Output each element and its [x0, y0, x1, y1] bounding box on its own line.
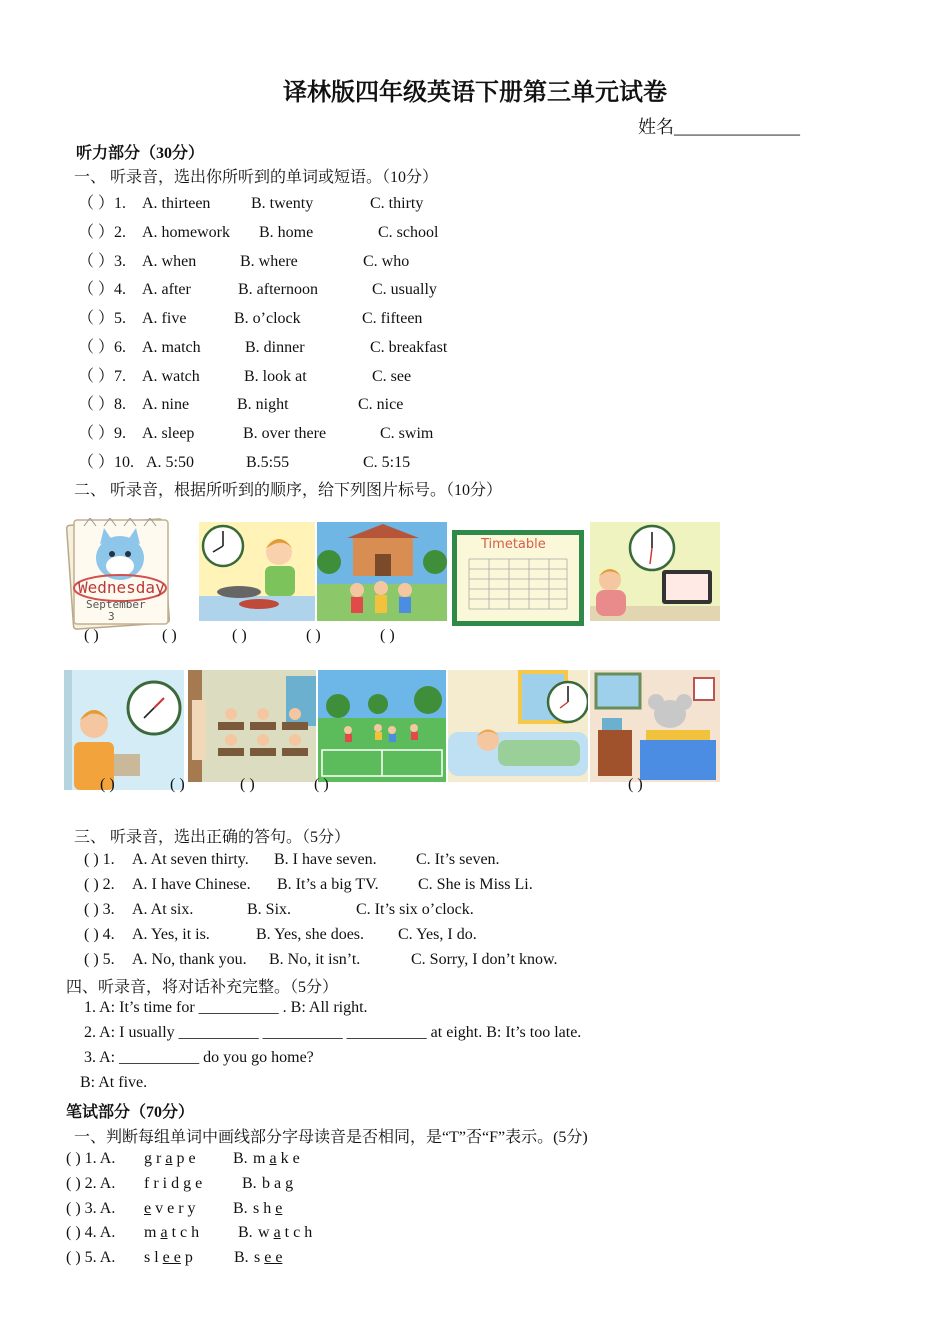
option-a: A. sleep	[142, 425, 195, 442]
underlined-letters: a	[273, 1224, 281, 1241]
option-c: C. usually	[372, 281, 437, 298]
underlined-letters: g	[183, 1175, 192, 1192]
underlined-letters: a	[269, 1150, 277, 1167]
word-b: m a k e	[253, 1150, 300, 1167]
answer-blank[interactable]: （ ）3.	[78, 253, 127, 270]
watching-tv-illustration	[590, 522, 720, 621]
picture-football-field	[318, 670, 446, 782]
part2-heading: 二、 听录音，根据所听到的顺序，给下列图片标号。（10分）	[74, 482, 503, 499]
picture-answer-blank[interactable]: ( )	[314, 776, 329, 793]
answer-blank[interactable]: ( ) 2. A.	[66, 1175, 116, 1192]
picture-school-children	[317, 522, 447, 621]
part4-line-4: B: At five.	[80, 1074, 148, 1091]
picture-mouse-bedroom	[590, 670, 720, 782]
word-a: s l e e p	[144, 1249, 193, 1266]
picture-answer-blank[interactable]: ( )	[306, 627, 321, 644]
option-b: B. look at	[244, 368, 307, 385]
picture-boy-sleeping	[448, 670, 588, 782]
name-field[interactable]: 姓名______________	[638, 117, 800, 137]
boy-clock-illustration	[64, 670, 184, 790]
answer-blank[interactable]: ( ) 4. A.	[66, 1224, 116, 1241]
answer-blank[interactable]: ( ) 5.	[84, 951, 115, 968]
word-a: e v e r y	[144, 1200, 196, 1217]
answer-blank[interactable]: （ ）1.	[78, 195, 127, 212]
option-c: C. school	[378, 224, 439, 241]
answer-blank[interactable]: ( ) 4.	[84, 926, 115, 943]
listening-section-header: 听力部分（30分）	[76, 145, 205, 162]
option-c: C. It’s seven.	[416, 851, 500, 868]
page-title: 译林版四年级英语下册第三单元试卷	[283, 80, 667, 106]
word-b-label: B.	[233, 1200, 248, 1217]
underlined-letters: e e	[162, 1249, 181, 1266]
word-a: f r i d g e	[144, 1175, 203, 1192]
picture-answer-blank[interactable]: ( )	[100, 776, 115, 793]
word-b: w a t c h	[258, 1224, 313, 1241]
option-c: C. 5:15	[363, 454, 411, 471]
option-b: B. night	[237, 396, 289, 413]
option-a: A. 5:50	[146, 454, 194, 471]
classroom-illustration	[188, 670, 316, 782]
option-a: A. At six.	[132, 901, 194, 918]
word-b: s e e	[254, 1249, 283, 1266]
underlined-letters: e	[275, 1200, 283, 1217]
school-illustration	[317, 522, 447, 621]
option-a: A. watch	[142, 368, 200, 385]
calendar-illustration	[64, 518, 174, 630]
option-b: B. Six.	[247, 901, 292, 918]
written-section-header: 笔试部分（70分）	[66, 1104, 195, 1121]
answer-blank[interactable]: ( ) 5. A.	[66, 1249, 116, 1266]
option-a: A. thirteen	[142, 195, 211, 212]
word-b-label: B.	[242, 1175, 257, 1192]
option-c: C. thirty	[370, 195, 424, 212]
option-b: B.5:55	[246, 454, 290, 471]
answer-blank[interactable]: ( ) 1. A.	[66, 1150, 116, 1167]
picture-timetable	[451, 529, 585, 627]
option-b: B. dinner	[245, 339, 305, 356]
part3-heading: 三、 听录音，选出正确的答句。（5分）	[74, 829, 351, 846]
option-c: C. breakfast	[370, 339, 448, 356]
option-a: A. homework	[142, 224, 230, 241]
option-b: B. where	[240, 253, 298, 270]
part4-line-3[interactable]: 3. A: __________ do you go home?	[84, 1049, 314, 1066]
picture-answer-blank[interactable]: ( )	[170, 776, 185, 793]
option-a: A. five	[142, 310, 187, 327]
option-a: A. I have Chinese.	[132, 876, 251, 893]
picture-boy-going-to-school	[64, 670, 184, 790]
picture-classroom	[188, 670, 316, 782]
option-b: B. I have seven.	[274, 851, 377, 868]
sleeping-illustration	[448, 670, 588, 782]
picture-answer-blank[interactable]: ( )	[162, 627, 177, 644]
option-a: A. nine	[142, 396, 190, 413]
calendar-month: September	[86, 598, 146, 611]
option-a: A. match	[142, 339, 201, 356]
answer-blank[interactable]: （ ）6.	[78, 339, 127, 356]
picture-boy-watching-tv	[590, 522, 720, 621]
picture-calendar	[64, 518, 174, 630]
answer-blank[interactable]: （ ）9.	[78, 425, 127, 442]
option-a: A. after	[142, 281, 191, 298]
football-illustration	[318, 670, 446, 782]
word-b-label: B.	[238, 1224, 253, 1241]
word-b-label: B.	[234, 1249, 249, 1266]
answer-blank[interactable]: （ ）2.	[78, 224, 127, 241]
part4-line-2[interactable]: 2. A: I usually __________ __________ __________ at eight. B: It’s too late.	[84, 1024, 582, 1041]
word-b: s h e	[253, 1200, 283, 1217]
mouse-bedroom-illustration	[590, 670, 720, 782]
calendar-day: Wednesday	[78, 578, 165, 597]
option-b: B. home	[259, 224, 314, 241]
picture-answer-blank[interactable]: ( )	[628, 776, 643, 793]
picture-boy-cooking	[199, 522, 315, 621]
part4-line-1[interactable]: 1. A: It’s time for __________ . B: All right.	[84, 999, 368, 1016]
option-b: B. It’s a big TV.	[277, 876, 379, 893]
underlined-letters: g	[285, 1175, 294, 1192]
timetable-label: Timetable	[481, 537, 546, 552]
option-c: C. who	[363, 253, 410, 270]
option-b: B. afternoon	[238, 281, 318, 298]
written-part1-heading: 一、判断每组单词中画线部分字母读音是否相同，是“T”否“F”表示。(5分)	[74, 1129, 588, 1146]
option-c: C. She is Miss Li.	[418, 876, 533, 893]
answer-blank[interactable]: （ ）5.	[78, 310, 127, 327]
word-b: b a g	[262, 1175, 294, 1192]
option-a: A. At seven thirty.	[132, 851, 249, 868]
underlined-letters: e	[144, 1200, 152, 1217]
option-b: B. o’clock	[234, 310, 301, 327]
word-a: g r a p e	[144, 1150, 196, 1167]
calendar-date: 3	[108, 610, 115, 623]
word-b-label: B.	[233, 1150, 248, 1167]
option-b: B. No, it isn’t.	[269, 951, 361, 968]
answer-blank[interactable]: （ ）8.	[78, 396, 127, 413]
picture-answer-blank[interactable]: ( )	[240, 776, 255, 793]
option-c: C. fifteen	[362, 310, 423, 327]
option-b: B. Yes, she does.	[256, 926, 365, 943]
picture-answer-blank[interactable]: ( )	[232, 627, 247, 644]
answer-blank[interactable]: （ ）7.	[78, 368, 127, 385]
answer-blank[interactable]: （ ）4.	[78, 281, 127, 298]
answer-blank[interactable]: ( ) 1.	[84, 851, 115, 868]
answer-blank[interactable]: ( ) 3. A.	[66, 1200, 116, 1217]
cooking-illustration	[199, 522, 315, 621]
answer-blank[interactable]: （ ）10.	[78, 454, 135, 471]
part1-heading: 一、 听录音，选出你所听到的单词或短语。（10分）	[74, 169, 439, 186]
option-c: C. Yes, I do.	[398, 926, 477, 943]
picture-answer-blank[interactable]: ( )	[84, 627, 99, 644]
option-a: A. No, thank you.	[132, 951, 247, 968]
underlined-letters: a	[160, 1224, 168, 1241]
answer-blank[interactable]: ( ) 3.	[84, 901, 115, 918]
option-a: A. when	[142, 253, 197, 270]
answer-blank[interactable]: ( ) 2.	[84, 876, 115, 893]
underlined-letters: e e	[264, 1249, 283, 1266]
option-c: C. nice	[358, 396, 404, 413]
word-a: m a t c h	[144, 1224, 200, 1241]
option-c: C. Sorry, I don’t know.	[411, 951, 558, 968]
option-b: B. twenty	[251, 195, 314, 212]
option-c: C. swim	[380, 425, 434, 442]
option-b: B. over there	[243, 425, 327, 442]
picture-answer-blank[interactable]: ( )	[380, 627, 395, 644]
option-a: A. Yes, it is.	[132, 926, 210, 943]
option-c: C. It’s six o’clock.	[356, 901, 474, 918]
underlined-letters: a	[165, 1150, 173, 1167]
option-c: C. see	[372, 368, 412, 385]
part4-heading: 四、听录音，将对话补充完整。（5分）	[66, 979, 339, 996]
